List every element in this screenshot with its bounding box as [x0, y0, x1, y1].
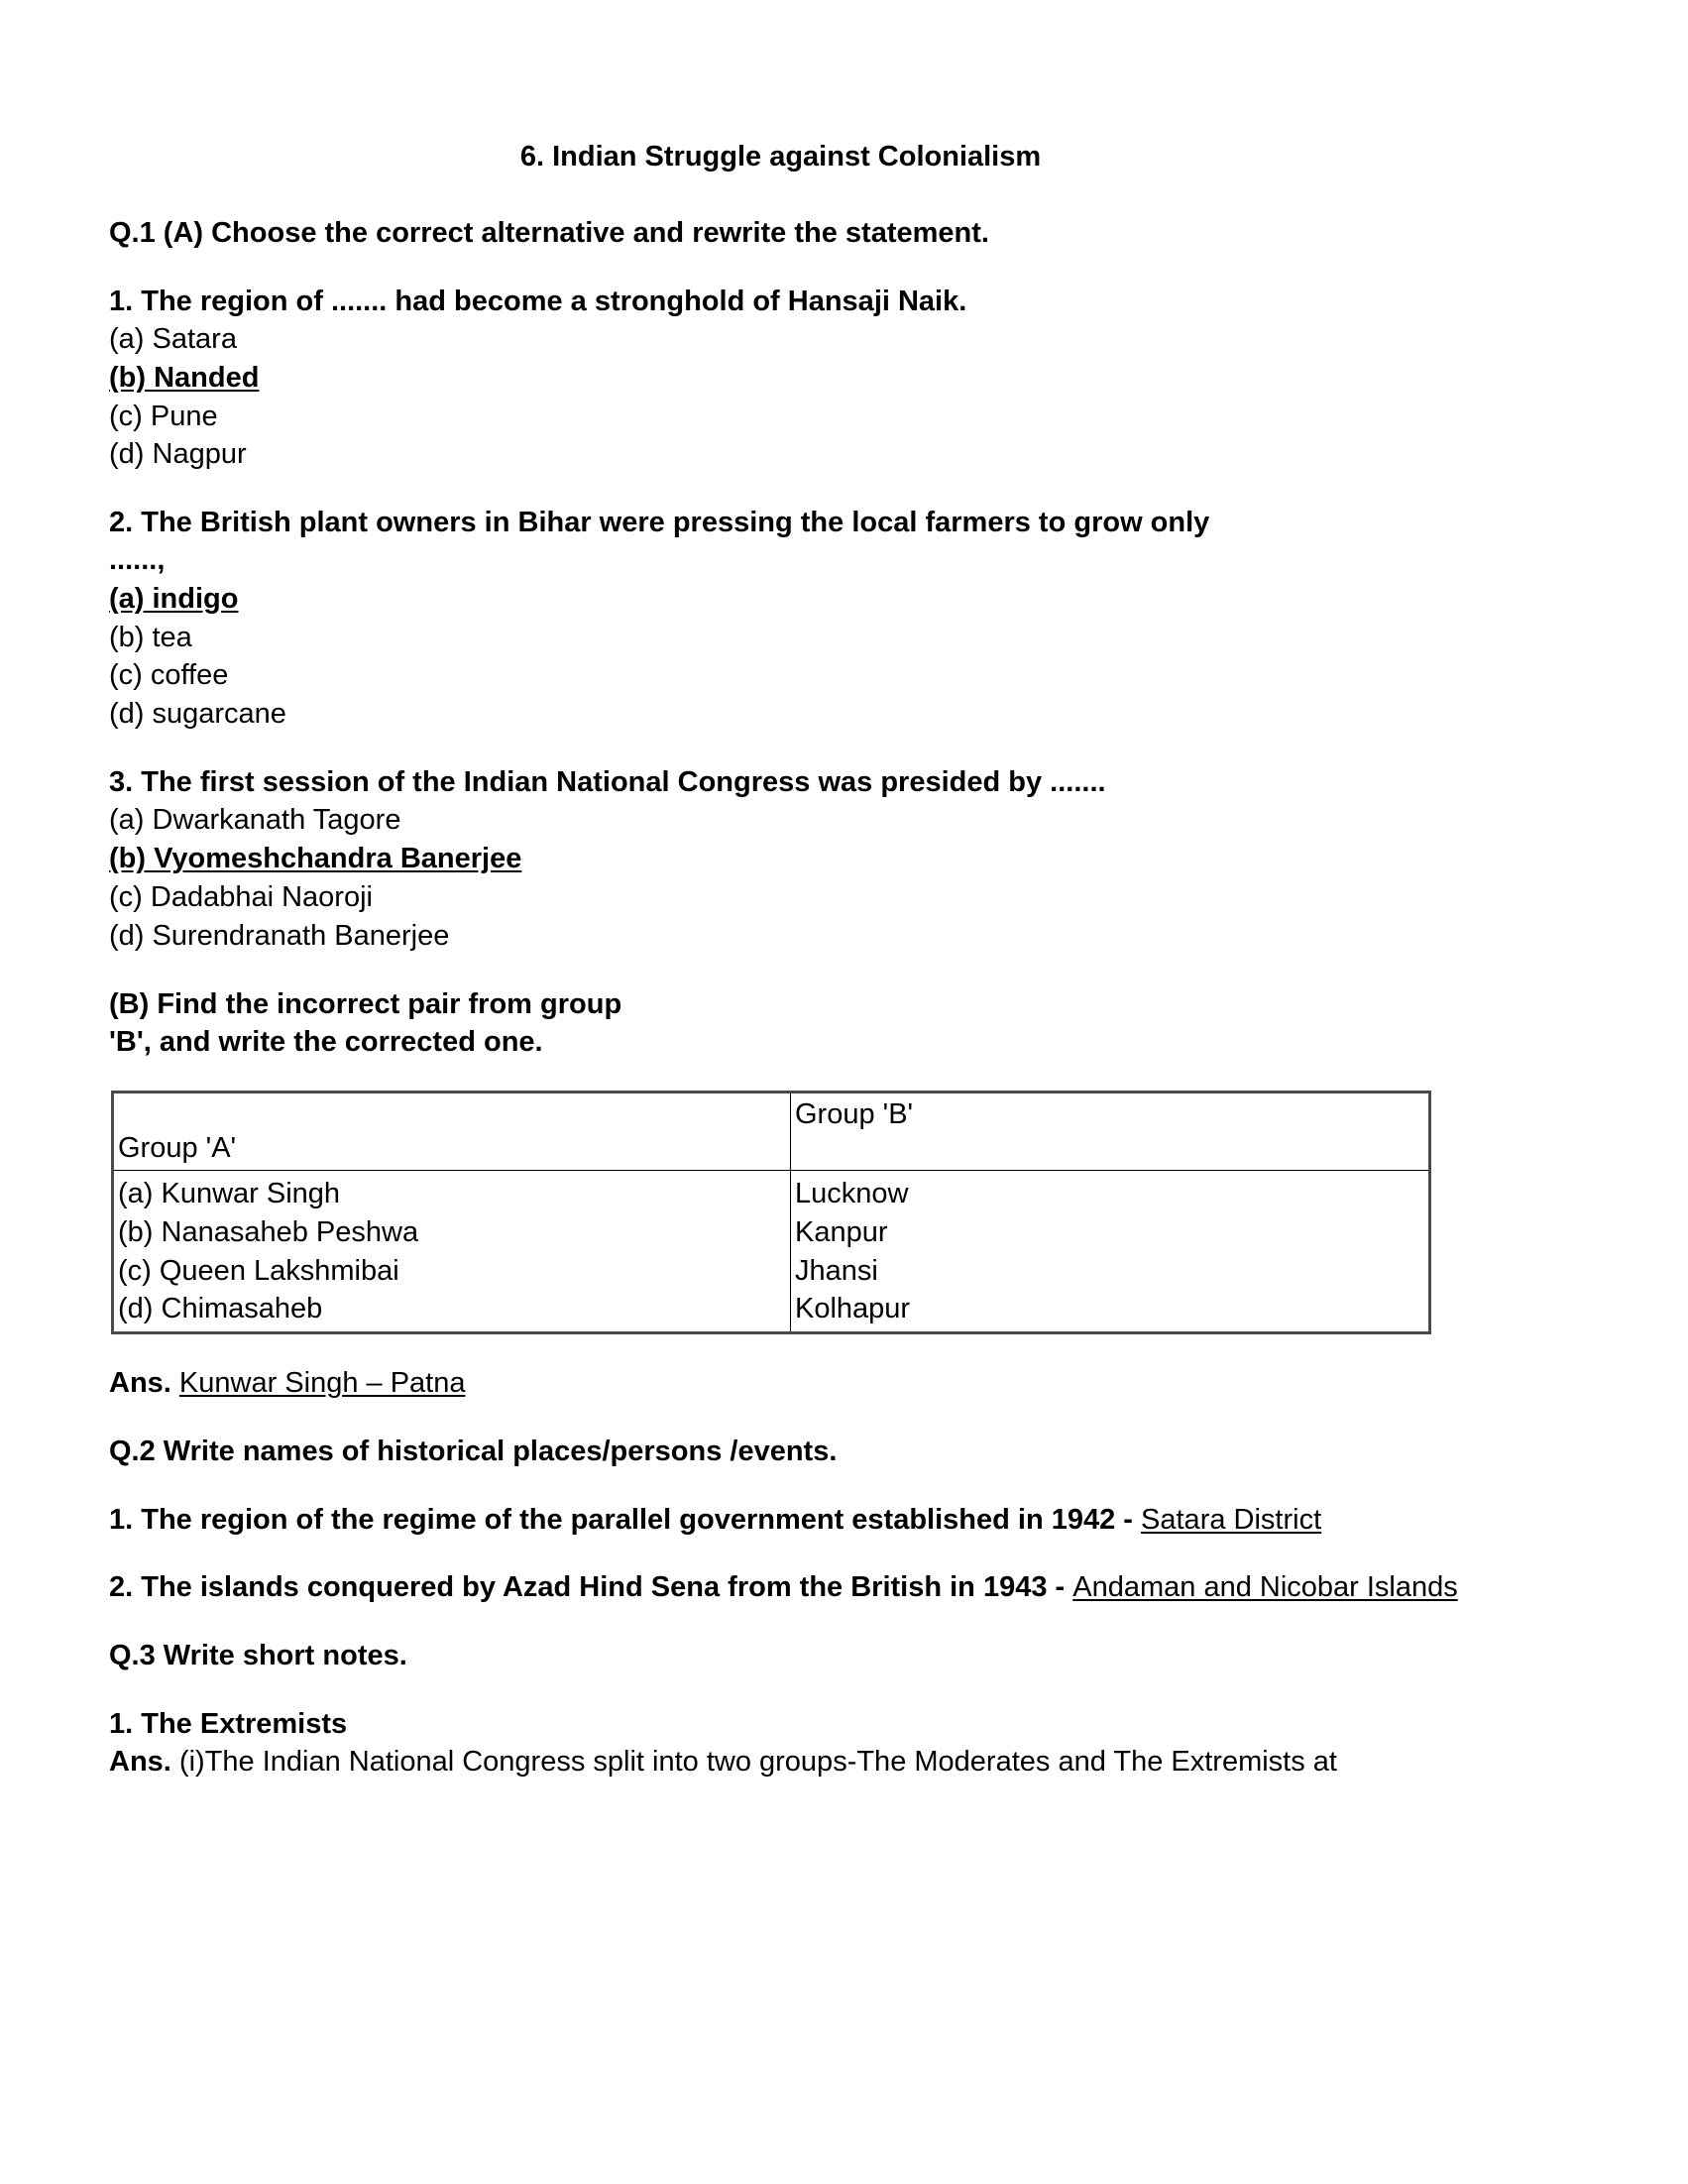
spacer: [109, 1607, 1546, 1637]
q1-heading: Q.1 (A) Choose the correct alternative and rewrite the statement.: [109, 217, 989, 250]
group-a-list: [118, 1175, 790, 1327]
q1-item-2-option-c: (c) coffee: [109, 659, 229, 692]
spacer: [109, 474, 1546, 504]
answer-text: (i)The Indian National Congress split into two groups-The Moderates and The Extremists at: [178, 1745, 1337, 1778]
q2-item-1-answer: Satara District: [1141, 1503, 1322, 1536]
list-item: Lucknow: [795, 1178, 909, 1210]
spacer: [109, 734, 1546, 763]
q1-item-2-option-a: (a) indigo: [109, 582, 239, 615]
list-item: (b) Nanasaheb Peshwa: [118, 1215, 419, 1248]
q1-item-3-option-a: (a) Dwarkanath Tagore: [109, 804, 401, 837]
q1-section-b-heading-line2: 'B', and write the corrected one.: [109, 1026, 543, 1059]
list-item: Kolhapur: [795, 1293, 911, 1325]
q2-item-1-question: 1. The region of the regime of the parallel government established in 1942 -: [109, 1503, 1142, 1536]
q1-item-2-option-b: (b) tea: [109, 621, 192, 653]
spacer: [109, 1471, 1546, 1501]
q3-item-1-title: 1. The Extremists: [109, 1707, 348, 1740]
q1-item-2-question-cont: ......,: [109, 544, 166, 577]
q1-item-3-option-d: (d) Surendranath Banerjee: [109, 920, 450, 953]
q1-item-3-option-b: (b) Vyomeshchandra Banerjee: [109, 843, 522, 875]
list-item: Kanpur: [795, 1215, 888, 1248]
answer-label: Ans.: [109, 1367, 171, 1400]
spacer: [109, 1334, 1546, 1364]
spacer: [109, 174, 1546, 214]
q1-item-1-option-b: (b) Nanded: [109, 361, 260, 394]
spacer: [109, 1403, 1546, 1433]
q1-item-2-question: 2. The British plant owners in Bihar were pressing the local farmers to grow only: [109, 507, 1210, 539]
table-header-group-a: Group 'A': [113, 1092, 791, 1171]
q3-item-1-answer: [109, 1743, 1546, 1782]
q1-item-1-question: 1. The region of ....... had become a stronghold of Hansaji Naik.: [109, 285, 967, 317]
q2-item-1: [109, 1501, 1546, 1540]
list-item: (a) Kunwar Singh: [118, 1178, 341, 1210]
answer-label: Ans.: [109, 1745, 171, 1778]
group-pair-table: [111, 1091, 1431, 1334]
table-header-group-b: Group 'B': [791, 1092, 1430, 1171]
q1-item-3-option-c: (c) Dadabhai Naoroji: [109, 881, 373, 914]
q2-item-2-question: 2. The islands conquered by Azad Hind Sena from the British in 1943 -: [109, 1571, 1073, 1604]
spacer: [109, 1675, 1546, 1705]
page-title: 6. Indian Struggle against Colonialism: [519, 141, 1042, 172]
document-content: [109, 139, 1546, 1782]
table-header-row: [113, 1092, 1430, 1171]
list-item: (c) Queen Lakshmibai: [118, 1254, 399, 1287]
table-cell-group-a: [113, 1171, 791, 1333]
list-item: (d) Chimasaheb: [118, 1293, 323, 1325]
table-row: [113, 1171, 1430, 1333]
q1-item-3-question: 3. The first session of the Indian National Congress was presided by .......: [109, 766, 1106, 799]
q2-item-2: [109, 1568, 1546, 1607]
q2-heading: Q.2 Write names of historical places/persons /events.: [109, 1436, 838, 1468]
group-b-list: [795, 1175, 1428, 1327]
spacer: [109, 253, 1546, 283]
q1-section-b-answer: [109, 1364, 1546, 1403]
answer-text: Kunwar Singh – Patna: [178, 1367, 466, 1400]
q1-section-b-heading-line1: (B) Find the incorrect pair from group: [109, 987, 622, 1020]
spacer: [109, 1539, 1546, 1568]
q1-item-2-option-d: (d) sugarcane: [109, 698, 286, 731]
q1-item-1-option-c: (c) Pune: [109, 400, 218, 432]
table-cell-group-b: [791, 1171, 1430, 1333]
q3-heading: Q.3 Write short notes.: [109, 1640, 407, 1672]
q2-item-2-answer: Andaman and Nicobar Islands: [1072, 1571, 1458, 1604]
spacer: [109, 1061, 1546, 1091]
list-item: Jhansi: [795, 1254, 878, 1287]
spacer: [109, 956, 1546, 985]
q1-item-1-option-a: (a) Satara: [109, 322, 237, 355]
q1-item-1-option-d: (d) Nagpur: [109, 438, 247, 471]
